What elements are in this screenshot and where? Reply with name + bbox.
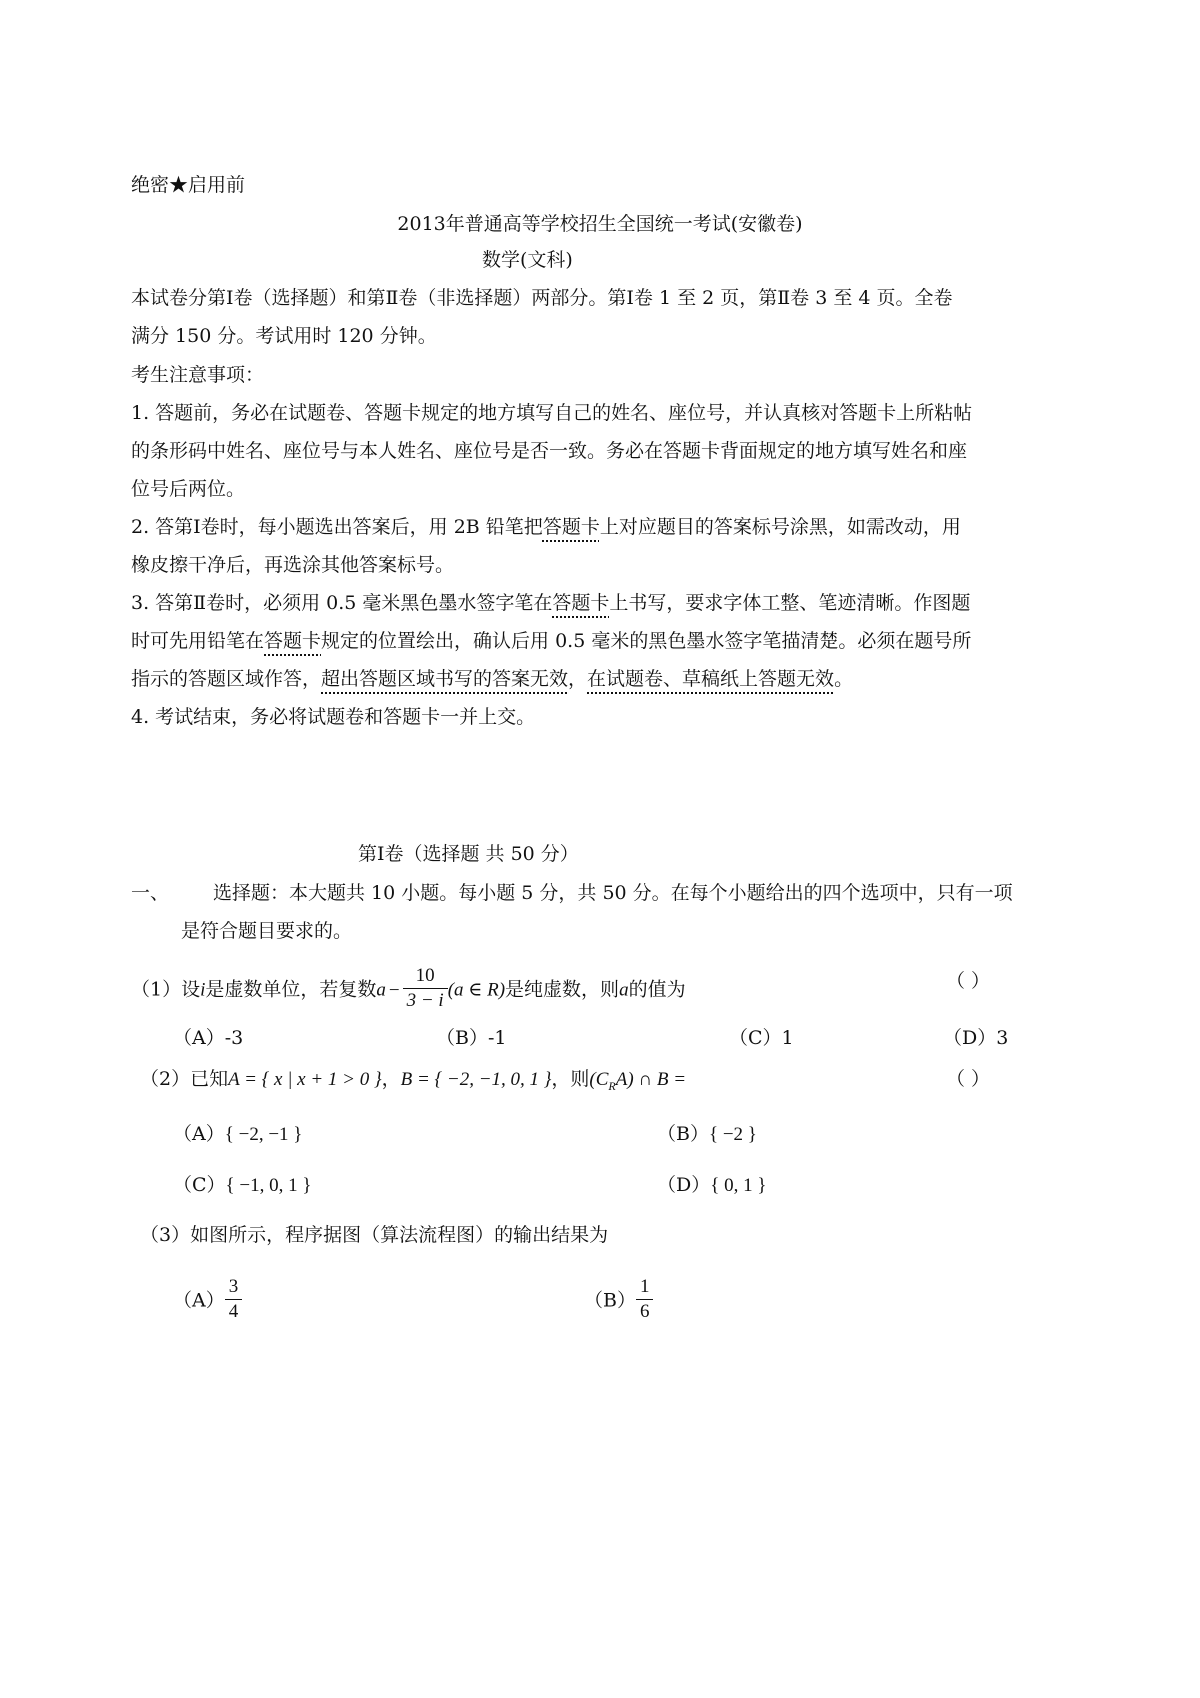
note-3-comma: ， — [568, 668, 588, 690]
note-3-line-1 — [131, 590, 970, 616]
section-1-title: 第Ⅰ卷（选择题 共 50 分） — [358, 843, 579, 865]
note-2-line-2: 橡皮擦干净后，再选涂其他答案标号。 — [131, 554, 455, 576]
q3-option-a-fraction — [225, 1275, 243, 1324]
confidential-mark: 绝密★启用前 — [131, 174, 246, 196]
note-2-emphasis: 答题卡 — [542, 516, 600, 538]
q2-option-c-value: { −1, 0, 1 } — [225, 1175, 312, 1196]
note-3-emphasis-4: 在试题卷、草稿纸上答题无效 — [587, 668, 835, 690]
note-3-emphasis-2: 答题卡 — [264, 630, 322, 652]
note-2-text-c: 上对应题目的答案标号涂黑，如需改动，用 — [599, 516, 961, 538]
note-4: 4. 考试结束，务必将试题卷和答题卡一并上交。 — [131, 706, 536, 728]
q1-a-symbol-2: a — [619, 979, 629, 1001]
q1-text-2: 是纯虚数，则 — [505, 978, 620, 1001]
note-3-line-3 — [131, 666, 853, 692]
q3-option-b-fraction — [636, 1275, 654, 1324]
q2-option-b-value: { −2 } — [708, 1124, 757, 1145]
note-3-line-2 — [131, 628, 971, 654]
note-1-line-1: 1. 答题前，务必在试题卷、答题卡规定的地方填写自己的姓名、座位号，并认真核对答题卡上所粘帖 — [131, 402, 973, 424]
q2-expr-2: A) ∩ B = — [615, 1069, 687, 1090]
q2-option-c-label: （C） — [173, 1174, 226, 1196]
note-3-emphasis-1: 答题卡 — [552, 592, 610, 614]
q1-label: （1）设 — [131, 978, 201, 1001]
q1-option-d: （D）3 — [943, 1027, 1009, 1049]
q2-subscript: R — [608, 1078, 616, 1093]
q3-option-b-denominator: 6 — [636, 1299, 654, 1324]
note-3-text-a: 3. 答第Ⅱ卷时，必须用 0.5 毫米黑色墨水签字笔在 — [131, 592, 553, 614]
intro-line-1: 本试卷分第Ⅰ卷（选择题）和第Ⅱ卷（非选择题）两部分。第Ⅰ卷 1 至 2 页，第Ⅱ卷 3 至 4 页。全卷 — [131, 287, 953, 309]
note-2-text-a: 2. 答第Ⅰ卷时，每小题选出答案后，用 2B 铅笔把 — [131, 516, 543, 538]
note-3-emphasis-3: 超出答题区域书写的答案无效 — [321, 668, 569, 690]
section-1-number: 一、 — [131, 882, 170, 904]
q2-set-a: A = { x | x + 1 > 0 } — [228, 1069, 382, 1090]
section-1-desc-line-2: 是符合题目要求的。 — [181, 920, 353, 942]
q3-option-a — [173, 1277, 242, 1326]
q2-option-c — [173, 1172, 312, 1199]
note-1-line-2: 的条形码中姓名、座位号与本人姓名、座位号是否一致。务必在答题卡背面规定的地方填写姓名和座 — [131, 440, 968, 462]
q2-set-b: B = { −2, −1, 0, 1 } — [400, 1069, 552, 1090]
exam-title: 2013年普通高等学校招生全国统一考试(安徽卷) — [397, 213, 803, 235]
q1-fraction-denominator: 3 − i — [403, 988, 448, 1013]
q2-option-b — [657, 1121, 757, 1148]
note-1-line-3: 位号后两位。 — [131, 478, 246, 500]
q2-answer-paren: （ ） — [946, 1068, 991, 1090]
q1-answer-paren: （ ） — [946, 970, 991, 992]
question-1-stem — [131, 966, 686, 1015]
q2-option-a — [173, 1121, 302, 1148]
q1-option-b: （B）-1 — [436, 1027, 507, 1049]
q1-minus: − — [388, 979, 400, 1001]
intro-line-2: 满分 150 分。考试用时 120 分钟。 — [131, 325, 437, 347]
note-2-line-1 — [131, 514, 961, 540]
exam-subject: 数学(文科) — [482, 249, 573, 271]
note-3-text-c: 上书写，要求字体工整、笔迹清晰。作图题 — [609, 592, 971, 614]
note-3-period: 。 — [834, 668, 854, 690]
question-3-stem: （3）如图所示，程序据图（算法流程图）的输出结果为 — [140, 1224, 609, 1246]
q2-option-d — [657, 1172, 766, 1199]
q2-option-d-value: { 0, 1 } — [710, 1175, 767, 1196]
q2-option-a-label: （A） — [173, 1123, 225, 1145]
q2-option-a-value: { −2, −1 } — [224, 1124, 303, 1145]
q1-i-symbol: i — [200, 979, 206, 1001]
notes-heading: 考生注意事项： — [131, 364, 265, 386]
q3-option-b-label: （B） — [584, 1289, 636, 1312]
note-3-text-d: 时可先用铅笔在 — [131, 630, 265, 652]
q2-option-d-label: （D） — [657, 1174, 711, 1196]
q1-a-symbol: a — [376, 979, 386, 1001]
question-2-stem — [140, 1066, 686, 1099]
q1-option-a: （A）-3 — [173, 1027, 244, 1049]
note-3-text-e: 规定的位置绘出，确认后用 0.5 毫米的黑色墨水签字笔描清楚。必须在题号所 — [321, 630, 972, 652]
q2-label: （2）已知 — [140, 1068, 229, 1090]
q3-option-a-denominator: 4 — [225, 1299, 243, 1324]
note-3-text-f: 指示的答题区域作答， — [131, 668, 322, 690]
q2-expr: (C — [589, 1069, 609, 1090]
q1-condition: (a ∈ R) — [447, 979, 506, 1001]
q3-option-a-label: （A） — [173, 1289, 225, 1312]
q1-fraction-numerator: 10 — [415, 965, 435, 986]
q1-text-1: 是虚数单位，若复数 — [205, 978, 377, 1001]
q3-option-a-numerator: 3 — [228, 1276, 239, 1297]
q2-comma: ， — [381, 1068, 401, 1090]
q1-text-3: 的值为 — [628, 978, 686, 1001]
q3-option-b — [584, 1277, 653, 1326]
q2-option-b-label: （B） — [657, 1123, 709, 1145]
q2-text: ，则 — [551, 1068, 590, 1090]
q1-option-c: （C）1 — [729, 1027, 794, 1049]
section-1-desc-line-1: 选择题：本大题共 10 小题。每小题 5 分，共 50 分。在每个小题给出的四个选项中，只有一项 — [213, 882, 1013, 904]
q1-fraction — [403, 964, 448, 1013]
q3-option-b-numerator: 1 — [639, 1276, 650, 1297]
